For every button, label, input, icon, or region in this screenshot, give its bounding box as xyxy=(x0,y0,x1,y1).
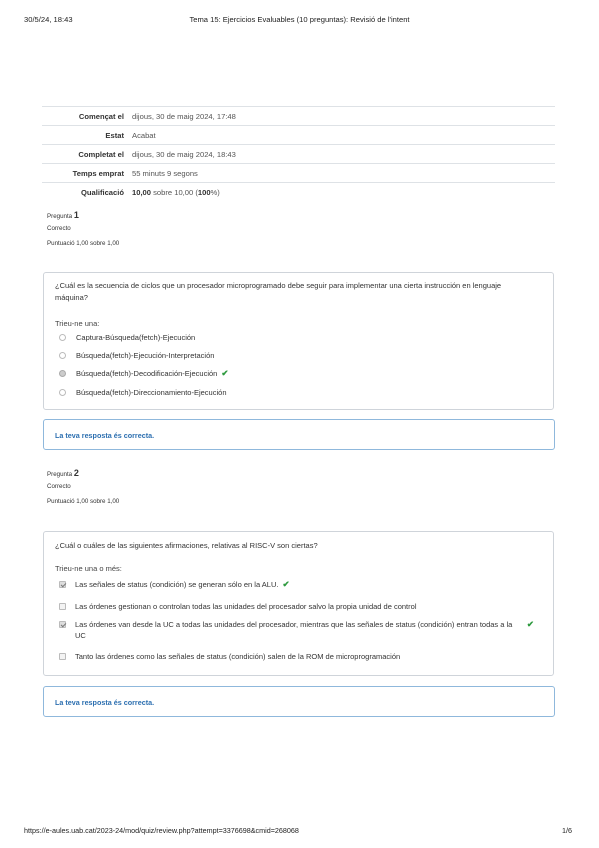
print-header xyxy=(0,15,599,27)
radio-button-selected[interactable] xyxy=(59,370,66,377)
checkbox-checked[interactable] xyxy=(59,581,66,588)
checkbox[interactable] xyxy=(59,603,66,610)
feedback-box xyxy=(43,419,555,450)
question-info-1 xyxy=(47,211,119,256)
question-number: Pregunta 2 xyxy=(47,468,79,478)
summary-label: Temps emprat xyxy=(72,168,124,178)
summary-value: dijous, 30 de maig 2024, 18:43 xyxy=(132,149,236,159)
radio-button[interactable] xyxy=(59,334,66,341)
checkbox[interactable] xyxy=(59,653,66,660)
attempt-summary-table xyxy=(42,106,555,202)
checkbox-checked[interactable] xyxy=(59,621,66,628)
question-info-2 xyxy=(47,469,119,514)
feedback-text: La teva resposta és correcta. xyxy=(55,698,155,707)
summary-label: Estat xyxy=(105,130,124,140)
feedback-box xyxy=(43,686,555,717)
check-mark-icon: ✔ xyxy=(282,579,290,589)
print-datetime: 30/5/24, 18:43 xyxy=(24,15,73,24)
answer-option[interactable]: Las órdenes gestionan o controlan todas las unidades del procesador salvo la propia unidad de control xyxy=(59,601,416,612)
print-title: Tema 15: Ejercicios Evaluables (10 preguntas): Revisió de l'intent xyxy=(189,15,410,24)
summary-label: Començat el xyxy=(78,111,124,121)
answer-prompt: Trieu-ne una o més: xyxy=(55,564,122,573)
feedback-text: La teva resposta és correcta. xyxy=(55,431,155,440)
answer-option-selected[interactable]: Las órdenes van desde la UC a todas las unidades del procesador, mientras que las señales de status (condición) entran todas a la UC ✔ xyxy=(59,619,534,641)
question-2-box xyxy=(43,531,554,676)
question-status: Correcto xyxy=(47,225,71,232)
question-1-box xyxy=(43,272,554,410)
summary-row xyxy=(42,145,555,164)
summary-row xyxy=(42,126,555,145)
summary-value: Acabat xyxy=(132,130,156,140)
answer-prompt: Trieu-ne una: xyxy=(55,319,100,328)
check-mark-icon: ✔ xyxy=(221,368,229,378)
page-number: 1/6 xyxy=(562,826,572,835)
summary-row xyxy=(42,107,555,126)
grade-value: 10,00 sobre 10,00 (100%) xyxy=(132,187,220,197)
summary-label: Completat el xyxy=(78,149,124,159)
answer-option[interactable]: Búsqueda(fetch)-Direccionamiento-Ejecución xyxy=(59,387,227,398)
summary-value: 55 minuts 9 segons xyxy=(132,168,198,178)
answer-option[interactable]: Tanto las órdenes como las señales de status (condición) salen de la ROM de microprogramación xyxy=(59,651,400,662)
radio-button[interactable] xyxy=(59,389,66,396)
question-number: Pregunta 1 xyxy=(47,210,79,220)
check-mark-icon: ✔ xyxy=(526,619,534,629)
answer-option[interactable]: Captura-Búsqueda(fetch)-Ejecución xyxy=(59,332,195,343)
question-status: Correcto xyxy=(47,483,71,490)
summary-row xyxy=(42,164,555,183)
summary-row xyxy=(42,183,555,202)
answer-option-selected[interactable]: Búsqueda(fetch)-Decodificación-Ejecución ✔ xyxy=(59,368,228,379)
answer-option-selected[interactable]: Las señales de status (condición) se generan sólo en la ALU. ✔ xyxy=(59,579,290,590)
summary-label: Qualificació xyxy=(80,187,124,197)
question-text: ¿Cuál es la secuencia de ciclos que un procesador microprogramado debe seguir para implementar una cierta instrucción en lenguaje máquina? xyxy=(55,281,502,302)
answer-option[interactable]: Búsqueda(fetch)-Ejecución-Interpretación xyxy=(59,350,214,361)
print-url: https://e-aules.uab.cat/2023-24/mod/quiz/review.php?attempt=3376698&cmid=268068 xyxy=(24,826,299,835)
question-score: Puntuació 1,00 sobre 1,00 xyxy=(47,498,120,505)
question-text: ¿Cuál o cuáles de las siguientes afirmaciones, relativas al RISC-V son ciertas? xyxy=(55,541,318,550)
question-score: Puntuació 1,00 sobre 1,00 xyxy=(47,240,120,247)
radio-button[interactable] xyxy=(59,352,66,359)
summary-value: dijous, 30 de maig 2024, 17:48 xyxy=(132,111,236,121)
